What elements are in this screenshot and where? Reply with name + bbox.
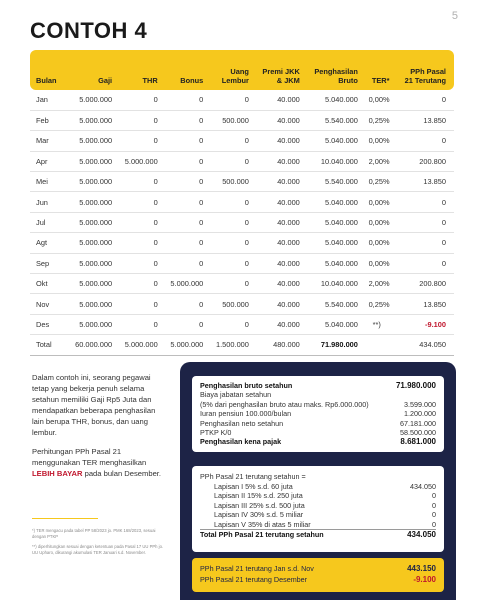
total-cell: 1.500.000 <box>206 335 252 355</box>
table-cell: 0,25% <box>361 110 393 130</box>
summary-value: 3.599.000 <box>404 399 436 409</box>
total-cell: 480.000 <box>252 335 303 355</box>
table-cell: 0 <box>206 253 252 273</box>
summary-value: 0 <box>432 519 436 529</box>
column-header: Gaji <box>98 75 113 85</box>
summary-value: 58.500.000 <box>400 427 436 437</box>
table-cell: 5.000.000 <box>65 233 115 253</box>
footnotes <box>32 528 166 560</box>
table-cell: 0 <box>393 131 454 151</box>
summary-label: PPh Pasal 21 terutang Desember <box>200 575 308 584</box>
summary-label: PPh Pasal 21 terutang Jan s.d. Nov <box>200 564 314 573</box>
summary-line <box>200 482 436 491</box>
summary-value: 434.050 <box>410 482 436 491</box>
table-row <box>30 274 454 294</box>
table-cell: 40.000 <box>252 90 303 110</box>
yellow-divider <box>32 518 98 519</box>
table-cell: 13.850 <box>393 294 454 314</box>
table-cell: 0 <box>161 131 207 151</box>
summary-value: 71.980.000 <box>395 381 436 390</box>
table-cell: 0 <box>161 233 207 253</box>
table-cell: 0 <box>115 294 161 314</box>
table-cell: 5.000.000 <box>65 110 115 130</box>
total-cell: Total <box>30 335 65 355</box>
table-cell: 0 <box>161 172 207 192</box>
table-cell: 0 <box>115 253 161 273</box>
table-cell: 0,00% <box>361 233 393 253</box>
table-cell: 200.800 <box>393 151 454 171</box>
calculation-panel <box>180 362 456 600</box>
table-cell: 0,00% <box>361 90 393 110</box>
summary-line <box>200 437 436 446</box>
table-cell: Feb <box>30 110 65 130</box>
summary-line <box>200 390 436 399</box>
table-cell: 2,00% <box>361 151 393 171</box>
tax-table-container <box>30 50 454 356</box>
summary-label: Lapisan IV 30% s.d. 5 miliar <box>214 510 304 520</box>
table-cell: Agt <box>30 233 65 253</box>
table-cell: 40.000 <box>252 192 303 212</box>
table-cell: 0,25% <box>361 172 393 192</box>
column-header: Premi JKK & JKM <box>262 66 300 85</box>
table-cell: 500.000 <box>206 110 252 130</box>
table-cell: 0 <box>161 151 207 171</box>
summary-label: Lapisan V 35% di atas 5 miliar <box>214 519 311 529</box>
table-cell: Des <box>30 314 65 334</box>
table-cell: 5.000.000 <box>65 314 115 334</box>
summary-line <box>200 419 436 428</box>
summary-label: (5% dari penghasilan bruto atau maks. Rp6.000.000) <box>200 399 369 409</box>
table-cell: 0 <box>115 212 161 232</box>
overpayment-highlight: LEBIH BAYAR <box>32 469 83 478</box>
table-cell: Jan <box>30 90 65 110</box>
table-cell: 5.000.000 <box>65 90 115 110</box>
summary-value: 0 <box>432 491 436 501</box>
summary-value: 1.200.000 <box>404 409 436 419</box>
column-header: Penghasilan Bruto <box>314 66 358 85</box>
table-row <box>30 233 454 253</box>
table-cell: 0 <box>115 131 161 151</box>
table-row <box>30 151 454 171</box>
column-header: TER* <box>371 75 390 85</box>
table-cell: 5.040.000 <box>303 90 361 110</box>
table-cell: 0 <box>161 90 207 110</box>
summary-label: Biaya jabatan setahun <box>200 390 272 400</box>
total-cell: 434.050 <box>393 335 454 355</box>
summary-label: Penghasilan bruto setahun <box>200 381 293 390</box>
footnote-ter: *) TER mengacu pada tabel PP 58/2023 jo. PMK 168/2023, sesuai dengan PTKP <box>32 528 156 539</box>
table-cell: 5.000.000 <box>65 294 115 314</box>
table-cell: Jun <box>30 192 65 212</box>
monthly-tax-card <box>192 558 444 592</box>
column-header: THR <box>142 75 158 85</box>
table-cell: 40.000 <box>252 131 303 151</box>
table-cell: 5.000.000 <box>65 192 115 212</box>
summary-value: 0 <box>432 510 436 520</box>
table-row <box>30 90 454 110</box>
summary-label: Penghasilan neto setahun <box>200 418 284 428</box>
table-cell: 5.040.000 <box>303 212 361 232</box>
total-cell: 60.000.000 <box>65 335 115 355</box>
summary-value: 0 <box>432 500 436 510</box>
table-cell: 0 <box>115 233 161 253</box>
column-header: Bulan <box>36 75 57 85</box>
taxable-income-card <box>192 376 444 452</box>
page-number: 5 <box>451 10 458 22</box>
table-cell: 10.040.000 <box>303 274 361 294</box>
table-cell: 13.850 <box>393 172 454 192</box>
table-cell: 0 <box>115 110 161 130</box>
total-row <box>30 335 454 355</box>
summary-line <box>200 381 436 390</box>
table-cell: Mei <box>30 172 65 192</box>
summary-line <box>200 510 436 519</box>
table-cell: 40.000 <box>252 233 303 253</box>
tax-table-body <box>30 90 454 355</box>
table-cell: Mar <box>30 131 65 151</box>
table-cell: 5.000.000 <box>65 253 115 273</box>
summary-label: Penghasilan kena pajak <box>200 437 282 447</box>
table-row <box>30 131 454 151</box>
table-cell: 0 <box>115 90 161 110</box>
table-cell: 5.000.000 <box>161 274 207 294</box>
summary-line <box>200 520 436 529</box>
table-cell: 5.540.000 <box>303 110 361 130</box>
page-title: CONTOH 4 <box>30 18 148 43</box>
summary-value: 443.150 <box>407 564 436 573</box>
table-cell: 0 <box>393 233 454 253</box>
summary-label: PTKP K/0 <box>200 427 232 437</box>
table-cell: 40.000 <box>252 151 303 171</box>
tax-layers <box>200 482 436 529</box>
total-cell <box>361 335 393 355</box>
description <box>32 372 166 487</box>
table-cell: 10.040.000 <box>303 151 361 171</box>
table-cell: 40.000 <box>252 110 303 130</box>
table-cell: 0 <box>206 151 252 171</box>
table-cell: Sep <box>30 253 65 273</box>
summary-label: Lapisan II 15% s.d. 250 juta <box>214 491 303 501</box>
table-cell: 5.040.000 <box>303 314 361 334</box>
tax-table <box>30 50 454 356</box>
table-cell: 2,00% <box>361 274 393 294</box>
summary-label: Iuran pensiun 100.000/bulan <box>200 409 292 419</box>
table-cell: Nov <box>30 294 65 314</box>
summary-line <box>200 501 436 510</box>
table-cell: 40.000 <box>252 294 303 314</box>
table-cell: 0 <box>206 314 252 334</box>
summary-value: 67.181.000 <box>400 418 436 428</box>
summary-line <box>200 409 436 418</box>
annual-tax-header: PPh Pasal 21 terutang setahun = <box>200 472 306 481</box>
table-cell: 0 <box>206 90 252 110</box>
table-cell: 0 <box>161 212 207 232</box>
description-text-a: Perhitungan PPh Pasal 21 menggunakan TER menghasilkan <box>32 447 147 467</box>
summary-value: 8.681.000 <box>400 437 436 447</box>
table-cell: 5.000.000 <box>65 151 115 171</box>
table-cell: 5.000.000 <box>65 274 115 294</box>
table-cell: 40.000 <box>252 172 303 192</box>
header-row <box>30 50 454 90</box>
table-cell: Apr <box>30 151 65 171</box>
table-cell: **) <box>361 314 393 334</box>
table-cell: 5.000.000 <box>65 131 115 151</box>
summary-line <box>200 400 436 409</box>
table-cell: 0 <box>115 274 161 294</box>
table-cell: 5.540.000 <box>303 172 361 192</box>
table-row <box>30 253 454 273</box>
table-cell: 0 <box>161 294 207 314</box>
table-cell: 0 <box>393 90 454 110</box>
table-cell: 40.000 <box>252 212 303 232</box>
table-cell: 0 <box>161 253 207 273</box>
table-cell: 0 <box>393 253 454 273</box>
column-header: Uang Lembur <box>221 66 249 85</box>
total-cell: 5.000.000 <box>115 335 161 355</box>
annual-tax-card <box>192 466 444 552</box>
table-row <box>30 314 454 334</box>
table-cell: 5.000.000 <box>65 172 115 192</box>
table-cell: 5.040.000 <box>303 253 361 273</box>
annual-tax-total: Total PPh Pasal 21 terutang setahun 434.050 <box>200 529 436 539</box>
summary-line <box>200 428 436 437</box>
summary-label: Lapisan I 5% s.d. 60 juta <box>214 482 293 491</box>
table-cell: 0 <box>115 192 161 212</box>
table-cell: 0 <box>206 233 252 253</box>
table-cell: 0 <box>206 131 252 151</box>
total-cell: 5.000.000 <box>161 335 207 355</box>
table-cell: 0 <box>161 314 207 334</box>
table-cell: 5.000.000 <box>65 212 115 232</box>
table-cell: 5.040.000 <box>303 233 361 253</box>
tax-table-header <box>30 50 454 90</box>
description-text-b: pada bulan Desember. <box>82 469 162 478</box>
table-row <box>30 294 454 314</box>
table-cell: 0,00% <box>361 212 393 232</box>
table-cell: 0 <box>161 192 207 212</box>
table-cell: 0 <box>161 110 207 130</box>
table-cell: 0 <box>393 212 454 232</box>
table-cell: 500.000 <box>206 172 252 192</box>
total-cell: 71.980.000 <box>303 335 361 355</box>
table-cell: 0,00% <box>361 131 393 151</box>
summary-line <box>200 563 436 574</box>
table-cell: 5.040.000 <box>303 131 361 151</box>
table-cell: 0 <box>115 314 161 334</box>
table-cell: Jul <box>30 212 65 232</box>
footnote-december: **) diperhitungkan sesuai dengan ketentuan pada Pasal 17 UU PPh jo. UU Upharo, dikurangi akumulasi TER Januari s.d. November. <box>32 543 164 555</box>
table-cell: 5.000.000 <box>115 151 161 171</box>
table-row <box>30 212 454 232</box>
summary-line <box>200 491 436 500</box>
table-cell: 0,00% <box>361 192 393 212</box>
table-cell: 40.000 <box>252 253 303 273</box>
summary-line <box>200 574 436 585</box>
column-header: Bonus <box>180 75 204 85</box>
column-header: PPh Pasal 21 Terutang <box>404 66 446 85</box>
table-cell: Okt <box>30 274 65 294</box>
table-cell: 0 <box>115 172 161 192</box>
table-cell: 40.000 <box>252 274 303 294</box>
summary-label: Lapisan III 25% s.d. 500 juta <box>214 500 305 510</box>
table-cell: -9.100 <box>393 314 454 334</box>
summary-value: -9.100 <box>413 575 436 584</box>
table-cell: 5.540.000 <box>303 294 361 314</box>
table-cell: 0 <box>393 192 454 212</box>
description-paragraph-1: Dalam contoh ini, seorang pegawai tetap yang bekerja penuh selama setahun memiliki Gaji Rp5 Juta dan mendapatkan beberapa penghasilan lain berupa THR, bonus, dan uang lembur. <box>32 373 156 437</box>
table-cell: 0 <box>206 192 252 212</box>
table-row <box>30 172 454 192</box>
table-cell: 0 <box>206 274 252 294</box>
table-cell: 200.800 <box>393 274 454 294</box>
description-paragraph-2 <box>32 446 166 479</box>
table-cell: 0 <box>206 212 252 232</box>
table-cell: 0,00% <box>361 253 393 273</box>
table-row <box>30 110 454 130</box>
table-cell: 500.000 <box>206 294 252 314</box>
table-cell: 0,25% <box>361 294 393 314</box>
table-cell: 5.040.000 <box>303 192 361 212</box>
table-cell: 13.850 <box>393 110 454 130</box>
table-cell: 40.000 <box>252 314 303 334</box>
table-row <box>30 192 454 212</box>
